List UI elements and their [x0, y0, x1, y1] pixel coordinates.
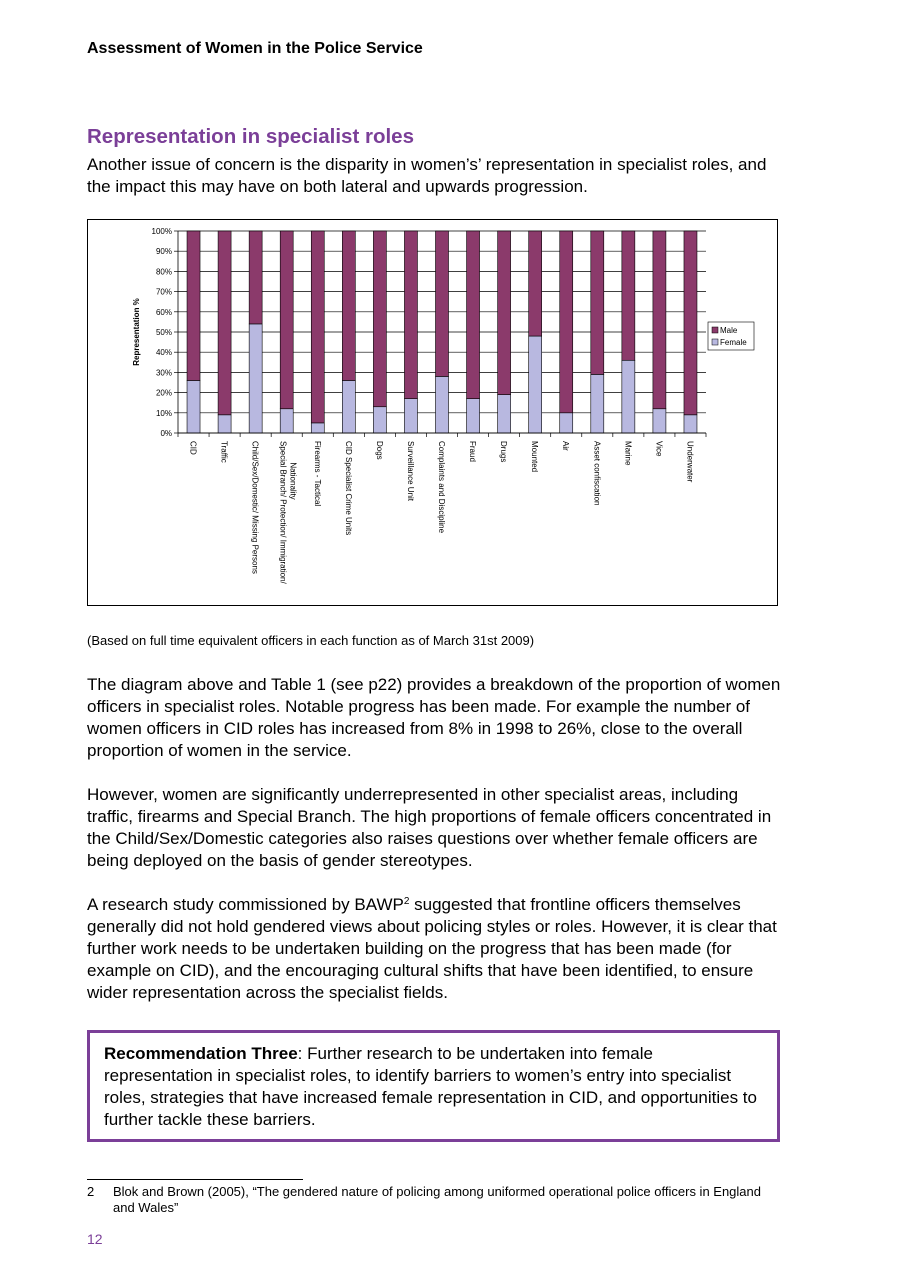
- y-tick-label: 70%: [155, 287, 172, 297]
- x-tick-label: Complaints and Discipline: [437, 441, 446, 534]
- bar-female: [436, 376, 449, 433]
- chart-caption: (Based on full time equivalent officers in each function as of March 31st 2009): [87, 633, 535, 648]
- x-tick-label: Nationality: [288, 462, 298, 500]
- intro-paragraph: Another issue of concern is the disparity in women’s’ representation in specialist roles, and the impact this may have on both lateral and upwards progression.: [87, 155, 767, 196]
- bar-female: [467, 399, 480, 433]
- bar-male: [342, 231, 355, 380]
- bar-female: [529, 336, 542, 433]
- bar-male: [529, 231, 542, 336]
- x-tick-label: Air: [561, 441, 571, 451]
- footnote-divider: [87, 1179, 303, 1180]
- bar-female: [218, 415, 231, 433]
- bar-male: [311, 231, 324, 423]
- x-tick-label: Drugs: [499, 441, 509, 463]
- x-tick-label: Firearms - Tactical: [312, 441, 322, 507]
- bar-female: [591, 374, 604, 433]
- bar-female: [187, 380, 200, 433]
- recommendation-text: : Further research to be undertaken into female representation in specialist roles, to identify barriers to women’s entry into specialist roles, strategies that have increased female representation in CID, and opportunities to further tackle these barriers.: [104, 1044, 757, 1129]
- bar-male: [591, 231, 604, 374]
- bar-male: [280, 231, 293, 409]
- paragraph-underrepresentation: However, women are significantly underrepresented in other specialist areas, including traffic, firearms and Special Branch. The high proportions of female officers concentrated in the Child/Sex/Domestic categories also raises questions over whether female officers are being deployed on the basis of gender stereotypes.: [87, 785, 772, 870]
- y-tick-label: 40%: [155, 348, 172, 358]
- bar-male: [653, 231, 666, 409]
- y-tick-label: 10%: [155, 408, 172, 418]
- paragraph-research-text-1: A research study commissioned by BAWP: [87, 895, 404, 914]
- y-tick-label: 20%: [155, 388, 172, 398]
- bar-female: [373, 407, 386, 433]
- bar-male: [560, 231, 573, 413]
- legend-swatch-female: [712, 339, 718, 345]
- x-tick-label: Marine: [623, 441, 633, 466]
- x-tick-label: CID Specialist Crime Units: [343, 441, 353, 536]
- bar-female: [404, 399, 417, 433]
- bar-female: [342, 380, 355, 433]
- paragraph-research-text-2: suggested that frontline officers themselves generally did not hold gendered views about policing styles or roles. However, it is clear that further work needs to be undertaken building on the progress that has been made (for example on CID), and the encouraging cultural shifts that have been identified, to ensure wider representation across the specialist fields.: [87, 895, 777, 1002]
- bar-male: [218, 231, 231, 415]
- x-tick-label: Traffic: [219, 441, 229, 463]
- representation-chart: [87, 219, 778, 606]
- recommendation-label: Recommendation Three: [104, 1044, 298, 1063]
- bar-male: [467, 231, 480, 399]
- recommendation-box: [87, 1030, 780, 1142]
- x-tick-label: Fraud: [468, 441, 478, 462]
- bar-female: [280, 409, 293, 433]
- bar-male: [373, 231, 386, 407]
- bar-female: [653, 409, 666, 433]
- bar-female: [622, 360, 635, 433]
- bar-male: [187, 231, 200, 380]
- paragraph-research: [87, 894, 787, 1004]
- bar-male: [404, 231, 417, 399]
- y-tick-label: 60%: [155, 307, 172, 317]
- bar-female: [560, 413, 573, 433]
- y-tick-label: 0%: [160, 429, 172, 438]
- footnote-text: Blok and Brown (2005), “The gendered nature of policing among uniformed operational police officers in England and Wales”: [113, 1184, 761, 1215]
- legend-label-male: Male: [720, 326, 738, 335]
- footnote-reference[interactable]: 2: [403, 896, 410, 907]
- x-tick-label: Surveillance Unit: [405, 441, 415, 502]
- legend-label-female: Female: [720, 338, 747, 347]
- section-heading: Representation in specialist roles: [87, 125, 414, 148]
- legend-swatch-male: [712, 327, 718, 333]
- chart-svg: [88, 220, 777, 605]
- y-axis-title: Representation %: [132, 298, 141, 366]
- footnote-number: 2: [87, 1184, 95, 1199]
- x-tick-label: Special Branch/ Protection/ Immigration/: [278, 441, 288, 584]
- bar-female: [249, 324, 262, 433]
- x-tick-label: Mounted: [530, 441, 540, 473]
- x-tick-label: Asset confiscation: [592, 441, 602, 506]
- y-tick-label: 50%: [155, 328, 172, 337]
- x-tick-label: Dogs: [374, 441, 384, 460]
- y-tick-label: 80%: [155, 267, 172, 277]
- bar-male: [622, 231, 635, 360]
- x-tick-label: CID: [188, 441, 198, 455]
- bar-male: [498, 231, 511, 395]
- y-tick-label: 30%: [155, 368, 172, 378]
- paragraph-progress: The diagram above and Table 1 (see p22) provides a breakdown of the proportion of women officers in specialist roles. Notable progress has been made. For example the number of women officers in CID roles has increased from 8% in 1998 to 26%, close to the overall proportion of women in the service.: [87, 675, 781, 760]
- document-header-title: Assessment of Women in the Police Service: [87, 40, 423, 57]
- x-tick-label: Child/Sex/Domestic/ Missing Persons: [250, 441, 260, 574]
- x-tick-label: Vice: [654, 441, 664, 457]
- y-tick-label: 90%: [155, 247, 172, 257]
- page-number: 12: [87, 1231, 103, 1247]
- bar-male: [684, 231, 697, 415]
- bar-female: [684, 415, 697, 433]
- x-tick-label: Underwater: [685, 441, 695, 483]
- bar-male: [249, 231, 262, 324]
- bar-male: [436, 231, 449, 376]
- bar-female: [311, 423, 324, 433]
- bar-female: [498, 395, 511, 433]
- y-tick-label: 100%: [151, 227, 172, 236]
